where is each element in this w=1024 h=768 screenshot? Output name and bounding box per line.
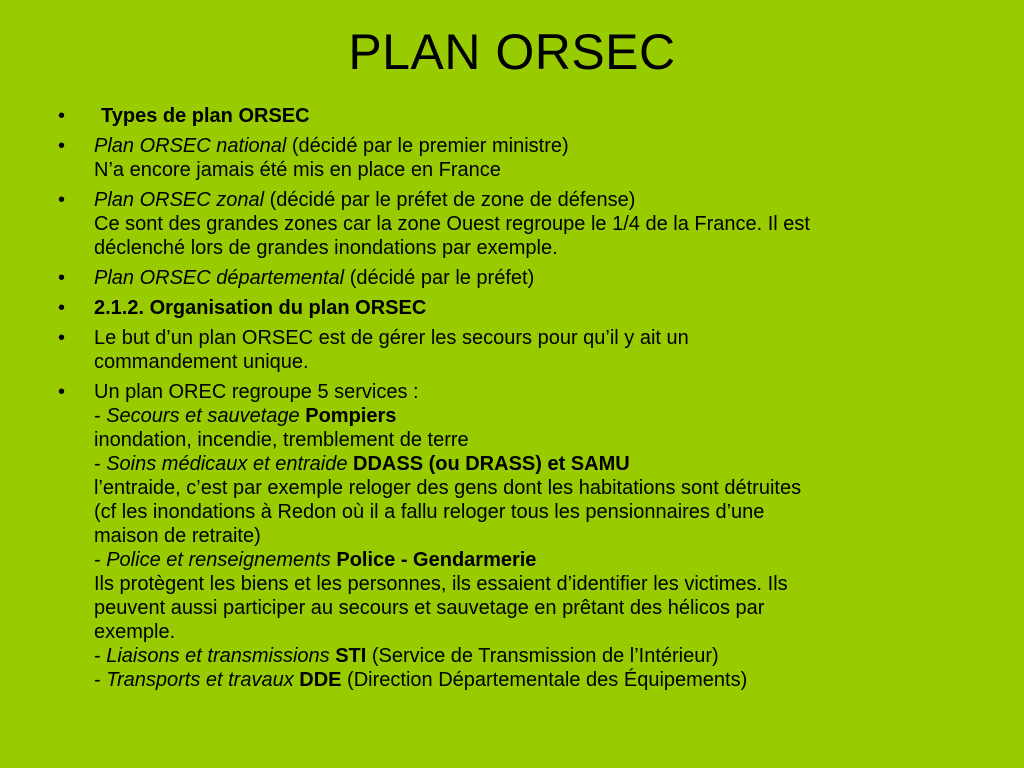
service-org: Police - Gendarmerie (330, 549, 537, 571)
bullet-icon: • (58, 189, 66, 211)
slide-content (58, 104, 1018, 698)
service-desc: exemple. (94, 621, 176, 643)
bullet-icon: • (58, 135, 66, 157)
service-dash: - (94, 549, 107, 571)
plan-note-departemental: (décidé par le préfet) (344, 267, 535, 289)
service-name: Secours et sauvetage (106, 405, 300, 427)
plan-name-departemental: Plan ORSEC départemental (94, 267, 345, 289)
service-police (94, 548, 1018, 572)
bullet-icon: • (58, 327, 66, 349)
plan-desc-zonal-2: déclenché lors de grandes inondations par exemple. (94, 237, 558, 259)
but-line-1: Le but d’un plan ORSEC est de gérer les secours pour qu’il y ait un (94, 327, 689, 349)
plan-note-national: (décidé par le premier ministre) (286, 135, 569, 157)
service-dash: - (94, 669, 107, 691)
plan-name-national: Plan ORSEC national (94, 135, 287, 157)
service-name: Liaisons et transmissions (106, 645, 330, 667)
item-line (94, 266, 1018, 290)
service-name: Police et renseignements (106, 549, 331, 571)
service-extra: (Direction Départementale des Équipements) (341, 669, 748, 691)
but-line-2: commandement unique. (94, 351, 309, 373)
bullet-icon: • (58, 105, 66, 127)
bullet-icon: • (58, 297, 66, 319)
service-liaisons (94, 644, 1018, 668)
service-secours (94, 404, 1018, 428)
service-dash: - (94, 405, 107, 427)
service-name: Transports et travaux (106, 669, 294, 691)
list-item-but (58, 326, 1018, 374)
list-item-types (58, 104, 1018, 128)
services-intro: Un plan OREC regroupe 5 services : (94, 381, 419, 403)
list-item-services (58, 380, 1018, 692)
service-desc: (cf les inondations à Redon où il a fallu reloger tous les pensionnaires d’une (94, 501, 765, 523)
bullet-icon: • (58, 267, 66, 289)
list-item-national (58, 134, 1018, 182)
service-org: Pompiers (299, 405, 397, 427)
service-dash: - (94, 453, 107, 475)
service-name: Soins médicaux et entraide (106, 453, 348, 475)
list-item-departemental (58, 266, 1018, 290)
heading-types: Types de plan ORSEC (101, 105, 310, 127)
service-dash: - (94, 645, 107, 667)
bullet-icon: • (58, 381, 66, 403)
item-line (94, 134, 1018, 158)
service-desc: l’entraide, c’est par exemple reloger des gens dont les habitations sont détruites (94, 477, 802, 499)
plan-note-zonal: (décidé par le préfet de zone de défense) (264, 189, 636, 211)
plan-desc-national: N’a encore jamais été mis en place en France (94, 159, 501, 181)
item-line (94, 188, 1018, 212)
list-item-zonal (58, 188, 1018, 260)
service-org: DDASS (ou DRASS) et SAMU (347, 453, 630, 475)
plan-desc-zonal-1: Ce sont des grandes zones car la zone Ouest regroupe le 1/4 de la France. Il est (94, 213, 810, 235)
service-org: STI (329, 645, 367, 667)
heading-organisation: 2.1.2. Organisation du plan ORSEC (94, 297, 427, 319)
service-org: DDE (293, 669, 342, 691)
service-desc: inondation, incendie, tremblement de terre (94, 429, 469, 451)
bullet-list (58, 104, 1018, 692)
service-desc: peuvent aussi participer au secours et sauvetage en prêtant des hélicos par (94, 597, 765, 619)
service-soins (94, 452, 1018, 476)
service-transports (94, 668, 1018, 692)
service-extra: (Service de Transmission de l’Intérieur) (366, 645, 719, 667)
list-item-organisation (58, 296, 1018, 320)
service-desc: Ils protègent les biens et les personnes, ils essaient d’identifier les victimes. Ils (94, 573, 788, 595)
service-desc: maison de retraite) (94, 525, 261, 547)
slide-title: PLAN ORSEC (348, 24, 676, 80)
plan-name-zonal: Plan ORSEC zonal (94, 189, 265, 211)
